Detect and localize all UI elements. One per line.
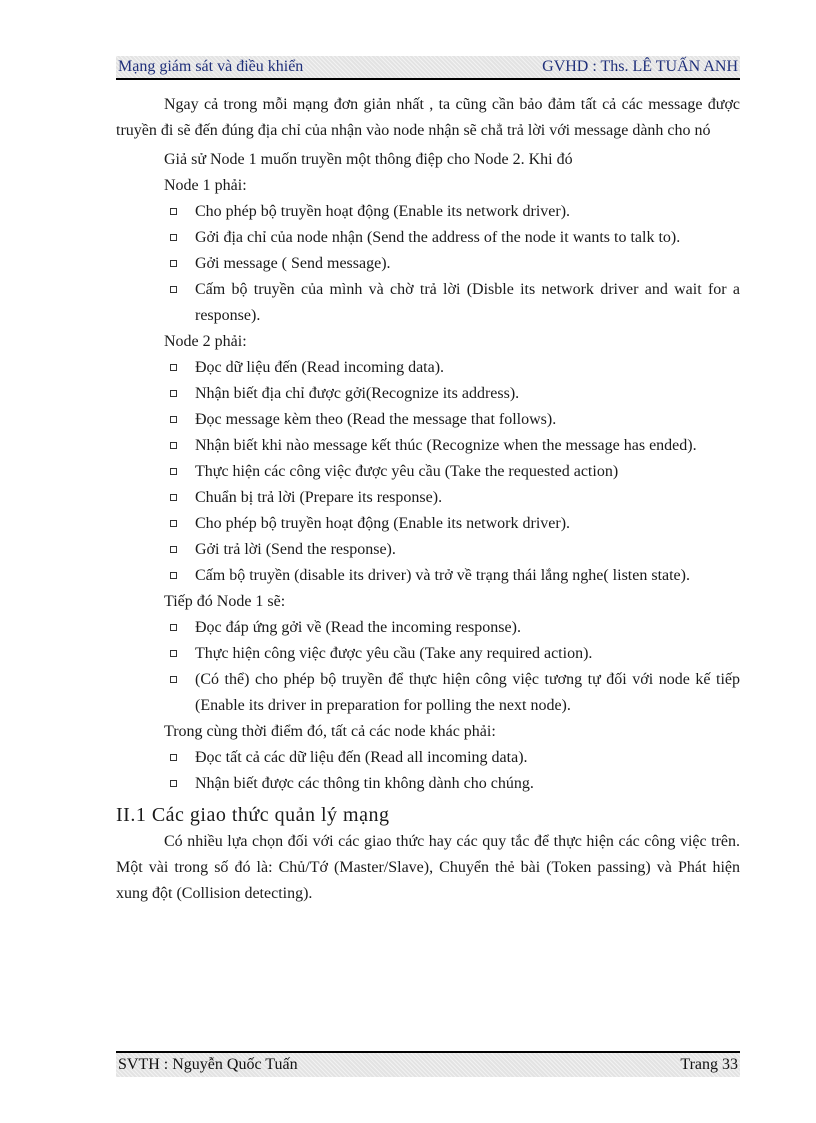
list-item: (Có thể) cho phép bộ truyền để thực hiện công việc tương tự đối với node kế tiếp (Enable its driver in preparation for polling the next node).	[116, 667, 740, 719]
checkbox-bullet-icon	[170, 650, 177, 657]
checkbox-bullet-icon	[170, 520, 177, 527]
list-item: Cấm bộ truyền (disable its driver) và trở về trạng thái lắng nghe( listen state).	[116, 563, 740, 589]
list-item: Cho phép bộ truyền hoạt động (Enable its network driver).	[116, 199, 740, 225]
checkbox-bullet-icon	[170, 546, 177, 553]
list-item: Đọc message kèm theo (Read the message that follows).	[116, 407, 740, 433]
next-list	[116, 615, 740, 719]
meanwhile-list	[116, 745, 740, 797]
checkbox-bullet-icon	[170, 442, 177, 449]
checkbox-bullet-icon	[170, 260, 177, 267]
list-item: Chuẩn bị trả lời (Prepare its response).	[116, 485, 740, 511]
next-title: Tiếp đó Node 1 sẽ:	[164, 593, 286, 610]
intro-paragraph: Ngay cả trong mỗi mạng đơn giản nhất , ta cũng cần bảo đảm tất cả các message được truyền đi sẽ đến đúng địa chỉ của nhận vào node nhận sẽ chẳ trả lời với message dành cho nó	[116, 96, 740, 139]
node2-title: Node 2 phải:	[164, 333, 247, 350]
footer-author: SVTH : Nguyễn Quốc Tuấn	[118, 1056, 298, 1073]
list-item: Nhận biết địa chỉ được gởi(Recognize its address).	[116, 381, 740, 407]
checkbox-bullet-icon	[170, 572, 177, 579]
checkbox-bullet-icon	[170, 754, 177, 761]
header-instructor: GVHD : Ths. LÊ TUẤN ANH	[542, 58, 738, 75]
list-item: Cho phép bộ truyền hoạt động (Enable its network driver).	[116, 511, 740, 537]
page-footer	[116, 1051, 740, 1077]
checkbox-bullet-icon	[170, 234, 177, 241]
node2-list	[116, 355, 740, 589]
header-course-title: Mạng giám sát và điều khiển	[118, 58, 304, 75]
list-item: Gởi trả lời (Send the response).	[116, 537, 740, 563]
meanwhile-title: Trong cùng thời điểm đó, tất cả các node khác phải:	[164, 723, 496, 740]
list-item: Đọc tất cả các dữ liệu đến (Read all incoming data).	[116, 745, 740, 771]
checkbox-bullet-icon	[170, 390, 177, 397]
list-item: Nhận biết khi nào message kết thúc (Recognize when the message has ended).	[116, 433, 740, 459]
list-item: Thực hiện công việc được yêu cầu (Take any required action).	[116, 641, 740, 667]
section-paragraph: Có nhiều lựa chọn đối với các giao thức hay các quy tắc để thực hiện các công việc trên. Một vài trong số đó là: Chủ/Tớ (Master/Slave), Chuyển thẻ bài (Token passing) và Phát hiện xung đột (Collision detecting).	[116, 833, 740, 902]
list-item: Đọc dữ liệu đến (Read incoming data).	[116, 355, 740, 381]
checkbox-bullet-icon	[170, 364, 177, 371]
list-item: Gởi địa chỉ của node nhận (Send the address of the node it wants to talk to).	[116, 225, 740, 251]
assumption-text: Giả sử Node 1 muốn truyền một thông điệp cho Node 2. Khi đó	[164, 151, 573, 168]
page-content	[116, 92, 740, 907]
page-header	[116, 56, 740, 80]
node1-title: Node 1 phải:	[164, 177, 247, 194]
checkbox-bullet-icon	[170, 286, 177, 293]
checkbox-bullet-icon	[170, 416, 177, 423]
list-item: Gởi message ( Send message).	[116, 251, 740, 277]
list-item: Cấm bộ truyền của mình và chờ trả lời (Disble its network driver and wait for a response).	[116, 277, 740, 329]
page-number: Trang 33	[680, 1056, 738, 1073]
checkbox-bullet-icon	[170, 676, 177, 683]
node1-list	[116, 199, 740, 329]
section-heading: II.1 Các giao thức quản lý mạng	[116, 804, 390, 826]
checkbox-bullet-icon	[170, 494, 177, 501]
checkbox-bullet-icon	[170, 208, 177, 215]
list-item: Nhận biết được các thông tin không dành cho chúng.	[116, 771, 740, 797]
list-item: Thực hiện các công việc được yêu cầu (Take the requested action)	[116, 459, 740, 485]
checkbox-bullet-icon	[170, 624, 177, 631]
list-item: Đọc đáp ứng gởi về (Read the incoming response).	[116, 615, 740, 641]
checkbox-bullet-icon	[170, 468, 177, 475]
checkbox-bullet-icon	[170, 780, 177, 787]
